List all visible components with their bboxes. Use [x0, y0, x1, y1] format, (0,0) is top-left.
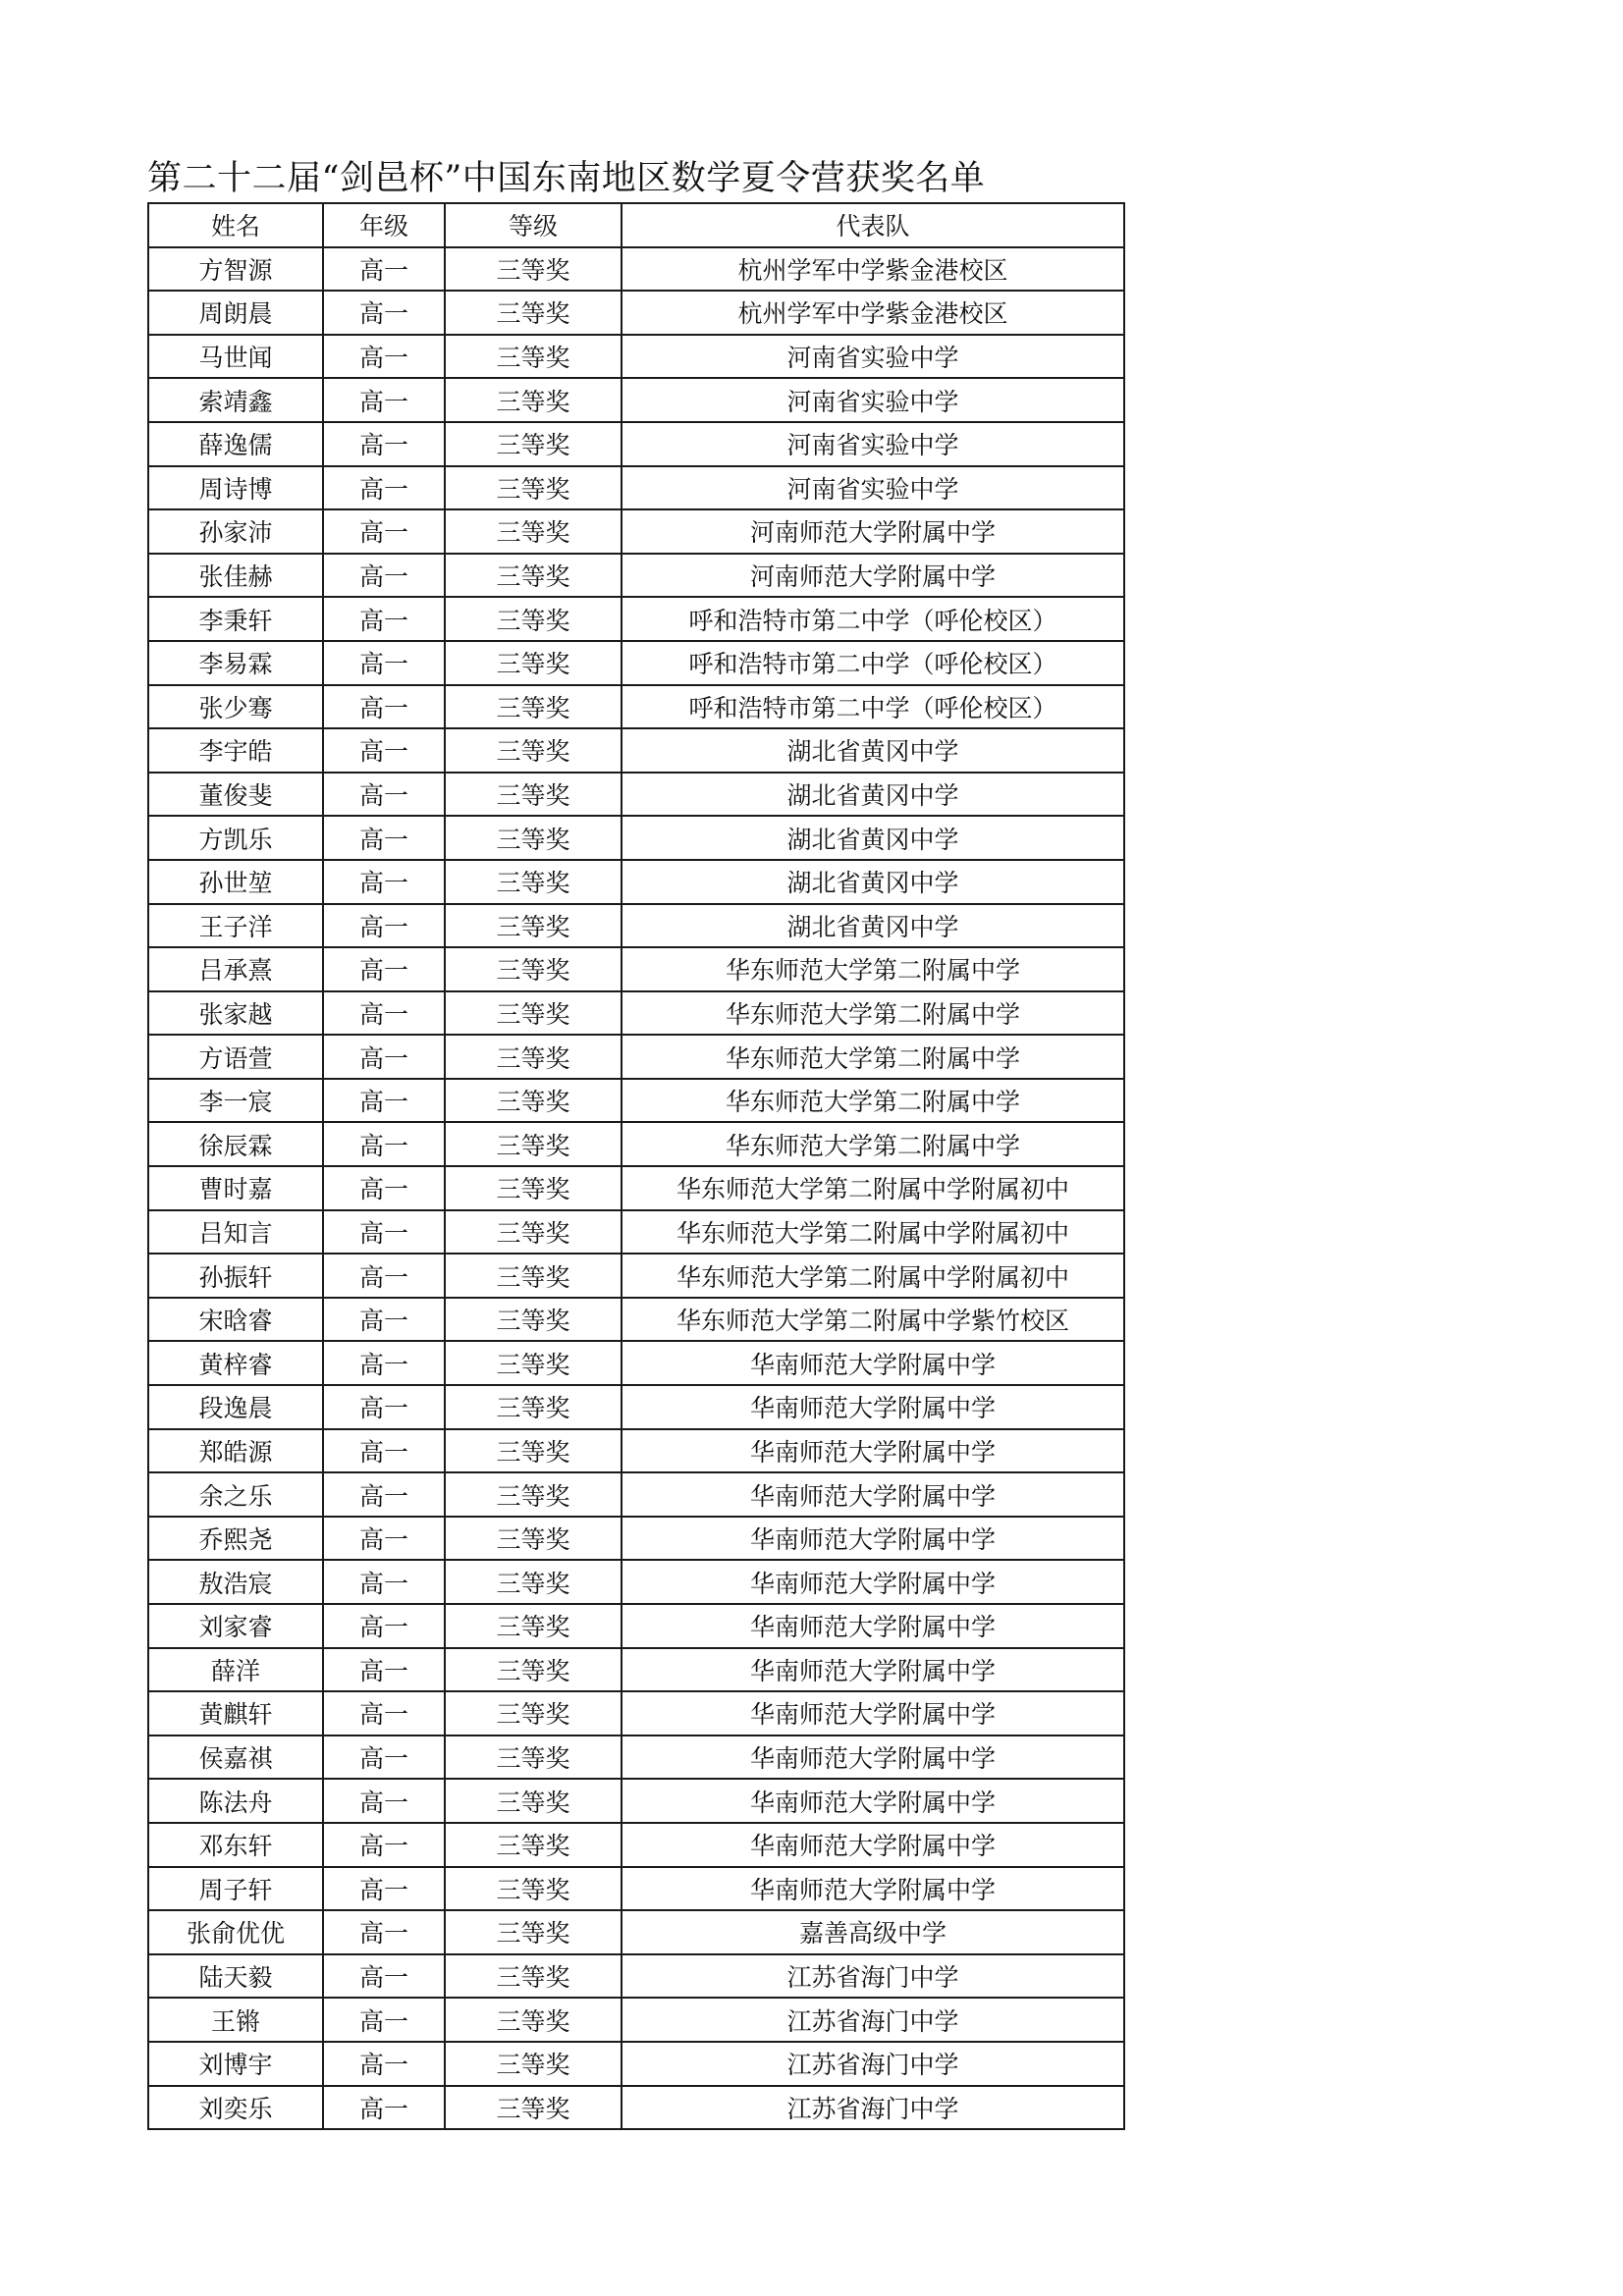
table-row — [148, 509, 1124, 554]
cell-name: 薛逸儒 — [148, 422, 323, 466]
cell-level: 三等奖 — [445, 2042, 622, 2086]
table-row — [148, 1472, 1124, 1517]
cell-team: 呼和浩特市第二中学（呼伦校区） — [622, 641, 1124, 685]
cell-name: 郑皓源 — [148, 1429, 323, 1473]
table-row — [148, 1648, 1124, 1692]
cell-level: 三等奖 — [445, 1998, 622, 2042]
cell-team: 华南师范大学附属中学 — [622, 1735, 1124, 1780]
cell-grade: 高一 — [323, 1735, 445, 1780]
cell-grade: 高一 — [323, 1998, 445, 2042]
cell-name: 王子洋 — [148, 904, 323, 948]
cell-grade: 高一 — [323, 641, 445, 685]
cell-team: 呼和浩特市第二中学（呼伦校区） — [622, 597, 1124, 641]
table-row — [148, 1254, 1124, 1298]
cell-team: 华东师范大学第二附属中学 — [622, 1079, 1124, 1123]
cell-grade: 高一 — [323, 1385, 445, 1429]
table-row — [148, 1867, 1124, 1911]
cell-grade: 高一 — [323, 1429, 445, 1473]
cell-name: 董俊斐 — [148, 773, 323, 817]
cell-name: 孙振轩 — [148, 1254, 323, 1298]
cell-level: 三等奖 — [445, 1560, 622, 1604]
cell-team: 华南师范大学附属中学 — [622, 1385, 1124, 1429]
cell-level: 三等奖 — [445, 728, 622, 773]
cell-grade: 高一 — [323, 1604, 445, 1648]
cell-team: 河南省实验中学 — [622, 335, 1124, 379]
cell-level: 三等奖 — [445, 860, 622, 904]
cell-team: 华东师范大学第二附属中学附属初中 — [622, 1210, 1124, 1255]
cell-name: 陈法舟 — [148, 1779, 323, 1823]
cell-grade: 高一 — [323, 1910, 445, 1954]
cell-name: 宋晗睿 — [148, 1298, 323, 1342]
cell-level: 三等奖 — [445, 1079, 622, 1123]
cell-team: 华南师范大学附属中学 — [622, 1517, 1124, 1561]
table-row — [148, 1210, 1124, 1255]
cell-name: 吕承熹 — [148, 947, 323, 991]
table-row — [148, 1035, 1124, 1079]
cell-grade: 高一 — [323, 1517, 445, 1561]
table-body — [148, 247, 1124, 2130]
table-row — [148, 1166, 1124, 1210]
cell-name: 王锵 — [148, 1998, 323, 2042]
table-row — [148, 1429, 1124, 1473]
table-row — [148, 1823, 1124, 1867]
cell-name: 陆天毅 — [148, 1954, 323, 1999]
table-row — [148, 1998, 1124, 2042]
award-table — [147, 202, 1125, 2130]
cell-grade: 高一 — [323, 728, 445, 773]
cell-grade: 高一 — [323, 378, 445, 422]
cell-level: 三等奖 — [445, 335, 622, 379]
table-row — [148, 2086, 1124, 2130]
cell-grade: 高一 — [323, 291, 445, 335]
cell-level: 三等奖 — [445, 1254, 622, 1298]
table-row — [148, 1779, 1124, 1823]
cell-team: 嘉善高级中学 — [622, 1910, 1124, 1954]
cell-team: 华东师范大学第二附属中学 — [622, 991, 1124, 1036]
table-row — [148, 1560, 1124, 1604]
cell-name: 段逸晨 — [148, 1385, 323, 1429]
cell-team: 河南省实验中学 — [622, 378, 1124, 422]
cell-name: 侯嘉祺 — [148, 1735, 323, 1780]
table-row — [148, 1385, 1124, 1429]
page-title: 第二十二届“剑邑杯”中国东南地区数学夏令营获奖名单 — [147, 159, 986, 198]
cell-name: 方智源 — [148, 247, 323, 292]
cell-level: 三等奖 — [445, 1298, 622, 1342]
cell-team: 华东师范大学第二附属中学 — [622, 1122, 1124, 1166]
cell-team: 华南师范大学附属中学 — [622, 1429, 1124, 1473]
cell-level: 三等奖 — [445, 773, 622, 817]
cell-level: 三等奖 — [445, 2086, 622, 2130]
cell-team: 湖北省黄冈中学 — [622, 728, 1124, 773]
cell-grade: 高一 — [323, 1298, 445, 1342]
cell-level: 三等奖 — [445, 554, 622, 598]
table-row — [148, 1298, 1124, 1342]
table-row — [148, 554, 1124, 598]
table-row — [148, 1954, 1124, 1999]
cell-team: 华南师范大学附属中学 — [622, 1648, 1124, 1692]
cell-team: 华南师范大学附属中学 — [622, 1867, 1124, 1911]
table-row — [148, 1341, 1124, 1385]
cell-name: 薛洋 — [148, 1648, 323, 1692]
cell-team: 华东师范大学第二附属中学 — [622, 1035, 1124, 1079]
cell-grade: 高一 — [323, 1079, 445, 1123]
table-row — [148, 1604, 1124, 1648]
cell-name: 乔熙尧 — [148, 1517, 323, 1561]
table-row — [148, 1735, 1124, 1780]
cell-level: 三等奖 — [445, 685, 622, 729]
cell-level: 三等奖 — [445, 1429, 622, 1473]
table-row — [148, 335, 1124, 379]
cell-grade: 高一 — [323, 509, 445, 554]
cell-team: 华南师范大学附属中学 — [622, 1560, 1124, 1604]
cell-team: 华南师范大学附属中学 — [622, 1472, 1124, 1517]
cell-grade: 高一 — [323, 947, 445, 991]
cell-grade: 高一 — [323, 247, 445, 292]
table-row — [148, 904, 1124, 948]
table-row — [148, 2042, 1124, 2086]
cell-name: 黄梓睿 — [148, 1341, 323, 1385]
cell-team: 呼和浩特市第二中学（呼伦校区） — [622, 685, 1124, 729]
cell-grade: 高一 — [323, 1341, 445, 1385]
cell-grade: 高一 — [323, 1823, 445, 1867]
cell-level: 三等奖 — [445, 1954, 622, 1999]
cell-name: 方凯乐 — [148, 816, 323, 860]
cell-level: 三等奖 — [445, 378, 622, 422]
cell-grade: 高一 — [323, 2042, 445, 2086]
cell-level: 三等奖 — [445, 816, 622, 860]
cell-grade: 高一 — [323, 773, 445, 817]
table-row — [148, 1691, 1124, 1735]
cell-name: 徐辰霖 — [148, 1122, 323, 1166]
table-row — [148, 1910, 1124, 1954]
cell-team: 湖北省黄冈中学 — [622, 816, 1124, 860]
cell-name: 孙世堃 — [148, 860, 323, 904]
cell-level: 三等奖 — [445, 947, 622, 991]
cell-level: 三等奖 — [445, 1122, 622, 1166]
cell-grade: 高一 — [323, 2086, 445, 2130]
table-row — [148, 773, 1124, 817]
cell-name: 张家越 — [148, 991, 323, 1036]
cell-name: 余之乐 — [148, 1472, 323, 1517]
cell-name: 方语萱 — [148, 1035, 323, 1079]
cell-team: 华东师范大学第二附属中学 — [622, 947, 1124, 991]
cell-level: 三等奖 — [445, 904, 622, 948]
cell-name: 刘奕乐 — [148, 2086, 323, 2130]
cell-name: 索靖鑫 — [148, 378, 323, 422]
cell-level: 三等奖 — [445, 422, 622, 466]
cell-grade: 高一 — [323, 1122, 445, 1166]
cell-name: 李易霖 — [148, 641, 323, 685]
cell-level: 三等奖 — [445, 1691, 622, 1735]
table-row — [148, 728, 1124, 773]
cell-team: 河南省实验中学 — [622, 422, 1124, 466]
cell-grade: 高一 — [323, 685, 445, 729]
table-row — [148, 466, 1124, 510]
cell-team: 河南师范大学附属中学 — [622, 554, 1124, 598]
cell-name: 黄麒轩 — [148, 1691, 323, 1735]
cell-level: 三等奖 — [445, 1210, 622, 1255]
cell-name: 李秉轩 — [148, 597, 323, 641]
cell-name: 张俞优优 — [148, 1910, 323, 1954]
table-row — [148, 685, 1124, 729]
cell-name: 周子轩 — [148, 1867, 323, 1911]
cell-level: 三等奖 — [445, 509, 622, 554]
cell-level: 三等奖 — [445, 1735, 622, 1780]
cell-grade: 高一 — [323, 1648, 445, 1692]
cell-team: 河南省实验中学 — [622, 466, 1124, 510]
header-level: 等级 — [445, 203, 622, 247]
header-team: 代表队 — [622, 203, 1124, 247]
cell-name: 邓东轩 — [148, 1823, 323, 1867]
cell-grade: 高一 — [323, 1472, 445, 1517]
cell-grade: 高一 — [323, 1560, 445, 1604]
cell-level: 三等奖 — [445, 1648, 622, 1692]
table-row — [148, 378, 1124, 422]
cell-grade: 高一 — [323, 1035, 445, 1079]
cell-level: 三等奖 — [445, 1385, 622, 1429]
cell-name: 刘家睿 — [148, 1604, 323, 1648]
cell-level: 三等奖 — [445, 1604, 622, 1648]
cell-name: 吕知言 — [148, 1210, 323, 1255]
cell-grade: 高一 — [323, 991, 445, 1036]
table-row — [148, 291, 1124, 335]
cell-level: 三等奖 — [445, 1341, 622, 1385]
table-row — [148, 947, 1124, 991]
cell-grade: 高一 — [323, 597, 445, 641]
cell-team: 河南师范大学附属中学 — [622, 509, 1124, 554]
cell-team: 杭州学军中学紫金港校区 — [622, 291, 1124, 335]
cell-level: 三等奖 — [445, 991, 622, 1036]
cell-grade: 高一 — [323, 466, 445, 510]
cell-grade: 高一 — [323, 816, 445, 860]
cell-team: 湖北省黄冈中学 — [622, 904, 1124, 948]
cell-team: 江苏省海门中学 — [622, 2086, 1124, 2130]
table-row — [148, 641, 1124, 685]
cell-team: 华南师范大学附属中学 — [622, 1691, 1124, 1735]
cell-team: 华东师范大学第二附属中学紫竹校区 — [622, 1298, 1124, 1342]
cell-level: 三等奖 — [445, 1517, 622, 1561]
cell-team: 华东师范大学第二附属中学附属初中 — [622, 1254, 1124, 1298]
cell-team: 华南师范大学附属中学 — [622, 1341, 1124, 1385]
cell-level: 三等奖 — [445, 1910, 622, 1954]
cell-name: 孙家沛 — [148, 509, 323, 554]
cell-name: 刘博宇 — [148, 2042, 323, 2086]
cell-grade: 高一 — [323, 422, 445, 466]
cell-team: 华南师范大学附属中学 — [622, 1604, 1124, 1648]
cell-name: 敖浩宸 — [148, 1560, 323, 1604]
table-row — [148, 247, 1124, 292]
cell-grade: 高一 — [323, 1691, 445, 1735]
cell-grade: 高一 — [323, 1254, 445, 1298]
cell-grade: 高一 — [323, 1779, 445, 1823]
table-row — [148, 991, 1124, 1036]
cell-grade: 高一 — [323, 1166, 445, 1210]
cell-grade: 高一 — [323, 1210, 445, 1255]
cell-name: 周诗博 — [148, 466, 323, 510]
cell-name: 周朗晨 — [148, 291, 323, 335]
cell-team: 江苏省海门中学 — [622, 1954, 1124, 1999]
cell-name: 张佳赫 — [148, 554, 323, 598]
cell-team: 杭州学军中学紫金港校区 — [622, 247, 1124, 292]
table-row — [148, 1079, 1124, 1123]
cell-team: 华东师范大学第二附属中学附属初中 — [622, 1166, 1124, 1210]
table-row — [148, 1517, 1124, 1561]
cell-level: 三等奖 — [445, 247, 622, 292]
cell-level: 三等奖 — [445, 1472, 622, 1517]
header-name: 姓名 — [148, 203, 323, 247]
table-row — [148, 1122, 1124, 1166]
cell-grade: 高一 — [323, 1867, 445, 1911]
table-row — [148, 860, 1124, 904]
cell-level: 三等奖 — [445, 291, 622, 335]
cell-team: 江苏省海门中学 — [622, 2042, 1124, 2086]
table-row — [148, 816, 1124, 860]
cell-grade: 高一 — [323, 1954, 445, 1999]
cell-team: 华南师范大学附属中学 — [622, 1823, 1124, 1867]
cell-level: 三等奖 — [445, 641, 622, 685]
cell-level: 三等奖 — [445, 466, 622, 510]
cell-team: 华南师范大学附属中学 — [622, 1779, 1124, 1823]
cell-level: 三等奖 — [445, 1867, 622, 1911]
cell-grade: 高一 — [323, 554, 445, 598]
table-header-row — [148, 203, 1124, 247]
cell-team: 湖北省黄冈中学 — [622, 860, 1124, 904]
cell-level: 三等奖 — [445, 1823, 622, 1867]
cell-grade: 高一 — [323, 904, 445, 948]
header-grade: 年级 — [323, 203, 445, 247]
cell-name: 曹时嘉 — [148, 1166, 323, 1210]
cell-name: 李宇皓 — [148, 728, 323, 773]
cell-grade: 高一 — [323, 335, 445, 379]
cell-level: 三等奖 — [445, 1166, 622, 1210]
cell-level: 三等奖 — [445, 1035, 622, 1079]
table-row — [148, 422, 1124, 466]
cell-level: 三等奖 — [445, 1779, 622, 1823]
cell-name: 张少骞 — [148, 685, 323, 729]
cell-name: 马世闻 — [148, 335, 323, 379]
cell-level: 三等奖 — [445, 597, 622, 641]
table-row — [148, 597, 1124, 641]
cell-team: 江苏省海门中学 — [622, 1998, 1124, 2042]
cell-team: 湖北省黄冈中学 — [622, 773, 1124, 817]
cell-name: 李一宸 — [148, 1079, 323, 1123]
cell-grade: 高一 — [323, 860, 445, 904]
